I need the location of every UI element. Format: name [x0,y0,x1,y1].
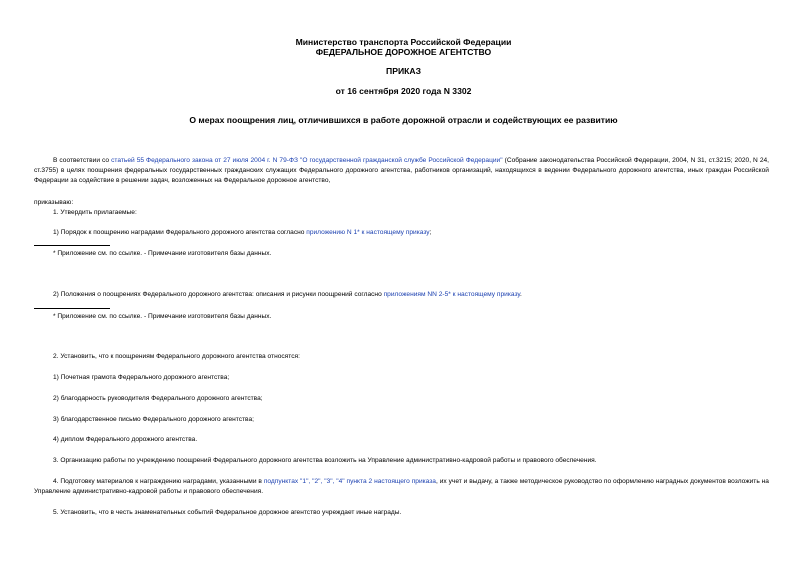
order-word: приказываю: [34,199,74,206]
appendix-2-5-link[interactable]: приложениям NN 2-5* к настоящему приказу [383,291,521,298]
law-article-link[interactable]: статьей 55 Федерального закона от 27 июля 2004 г. N 79-ФЗ "О государственной гражданской службе Российской Федерации" [111,157,503,164]
document-title: О мерах поощрения лиц, отличившихся в работе дорожной отрасли и содействующих ее развитию [189,115,618,125]
footnote-1: * Приложение см. по ссылке. - Примечание изготовителя базы данных. [53,250,272,257]
footnote-2: * Приложение см. по ссылке. - Примечание изготовителя базы данных. [53,313,272,320]
item-2-list-item: 2) благодарность руководителя Федерального дорожного агентства; [53,395,263,402]
item-4-paragraph [34,477,769,497]
appendix-1-link[interactable]: приложению N 1* к настоящему приказу [306,229,430,236]
footnote-divider [34,245,110,246]
item-1-sub-1 [34,228,769,238]
item-1-sub-2-end: . [520,291,522,298]
document-date: от 16 сентября 2020 года N 3302 [335,86,472,96]
preamble-text-start: В соответствии со [53,157,112,164]
item-5-paragraph: 5. Установить, что в честь знаменательных событий Федеральное дорожное агентство учреждает иные награды. [53,509,402,516]
subitems-link[interactable]: подпунктах "1", "2", "3", "4" пункта 2 настоящего приказа [263,478,436,485]
item-1-sub-2-text: 2) Положения о поощрениях Федерального дорожного агентства: описания и рисунки поощрений согласно [53,291,384,298]
item-1-sub-1-end: ; [429,229,432,236]
agency-name: ФЕДЕРАЛЬНОЕ ДОРОЖНОЕ АГЕНТСТВО [315,47,492,57]
item-2-heading: 2. Установить, что к поощрениям Федерального дорожного агентства относятся: [53,353,300,360]
preamble-paragraph [34,156,769,186]
item-3-paragraph: 3. Организацию работы по учреждению поощрений Федерального дорожного агентства возложить на Управление административно-кадровой работы и правового обеспечения. [53,457,597,464]
item-4-text-start: 4. Подготовку материалов к награждению наградами, указанными в [53,478,264,485]
ministry-name: Министерство транспорта Российской Федерации [295,37,512,47]
item-1-sub-2 [34,290,769,300]
document-type: ПРИКАЗ [386,66,421,76]
item-1-sub-1-text: 1) Порядок к поощрению наградами Федерального дорожного агентства согласно [53,229,307,236]
item-2-list-item: 4) диплом Федерального дорожного агентства. [53,436,198,443]
preamble-text-end: (Собрание законодательства Российской Федерации, 2004, N 31, ст.3215; 2020, N 24, ст.3755) в целях поощрения федеральных государственных гражданских служащих Федерального дорожного агентства, работников организаций, находящихся в ведении Федерального дорожного агентства, иных граждан Российской Федерации за содействие в решении задач, возложенных на Федеральное дорожное агентство, [34,157,770,184]
item-1-heading: 1. Утвердить прилагаемые: [53,209,137,216]
item-2-list-item: 3) благодарственное письмо Федерального дорожного агентства; [53,416,254,423]
footnote-divider [34,308,110,309]
item-2-list-item: 1) Почетная грамота Федерального дорожного агентства; [53,374,230,381]
item-4-text-end: , их учет и выдачу, а также методическое руководство по оформлению наградных документов возложить на Управление административно-кадровой работы и правового обеспечения. [34,478,769,495]
